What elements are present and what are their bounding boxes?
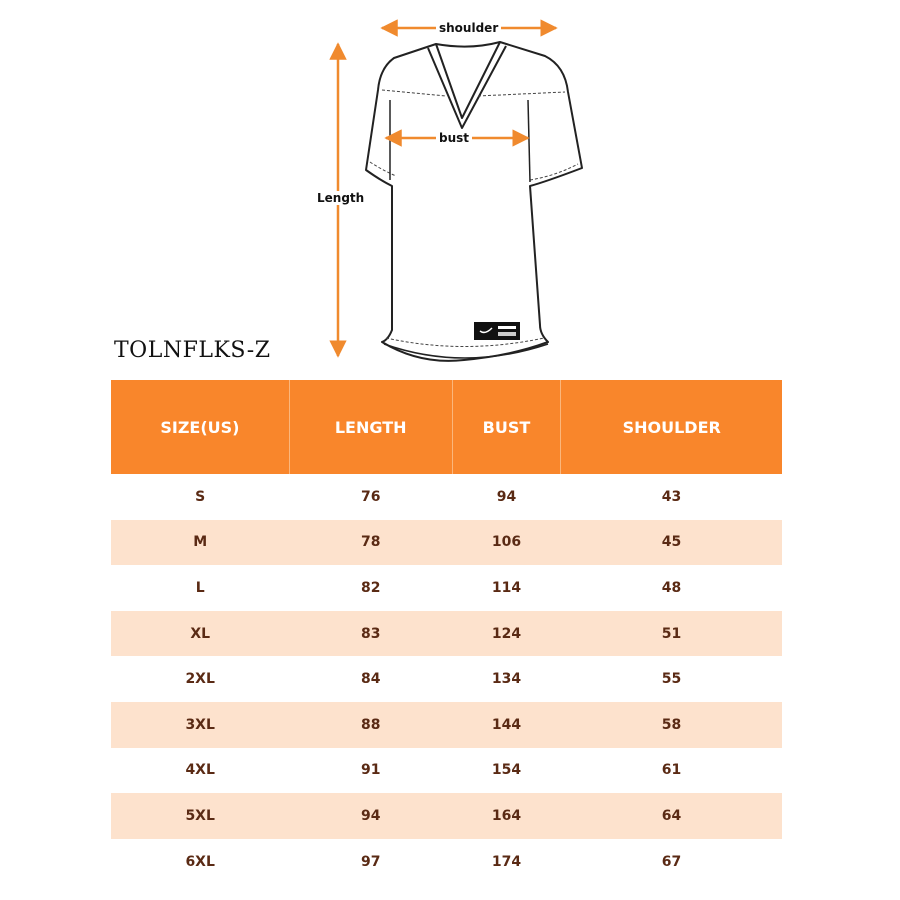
cell-bust: 124 — [452, 611, 561, 657]
cell-size: 2XL — [111, 656, 289, 702]
table-row — [111, 793, 782, 839]
cell-shoulder: 45 — [561, 520, 782, 566]
cell-shoulder: 67 — [561, 839, 782, 885]
table-row — [111, 656, 782, 702]
cell-size: 5XL — [111, 793, 289, 839]
cell-size: 4XL — [111, 748, 289, 794]
cell-shoulder: 55 — [561, 656, 782, 702]
cell-size: 6XL — [111, 839, 289, 885]
header-bust: BUST — [452, 380, 561, 474]
shirt-outline — [366, 42, 582, 361]
cell-size: S — [111, 474, 289, 520]
cell-size: XL — [111, 611, 289, 657]
cell-shoulder: 61 — [561, 748, 782, 794]
cell-bust: 114 — [452, 565, 561, 611]
table-row — [111, 748, 782, 794]
bust-label: bust — [436, 131, 472, 145]
cell-shoulder: 43 — [561, 474, 782, 520]
table-row — [111, 611, 782, 657]
cell-bust: 154 — [452, 748, 561, 794]
cell-shoulder: 58 — [561, 702, 782, 748]
table-row — [111, 839, 782, 885]
cell-bust: 134 — [452, 656, 561, 702]
brand-tag-icon — [474, 322, 520, 340]
shirt-measurement-diagram — [300, 10, 600, 365]
cell-shoulder: 64 — [561, 793, 782, 839]
cell-length: 97 — [289, 839, 452, 885]
header-shoulder: SHOULDER — [561, 380, 782, 474]
table-row — [111, 474, 782, 520]
cell-length: 83 — [289, 611, 452, 657]
cell-length: 94 — [289, 793, 452, 839]
table-header-row — [111, 380, 782, 474]
cell-shoulder: 51 — [561, 611, 782, 657]
cell-bust: 144 — [452, 702, 561, 748]
table-row — [111, 702, 782, 748]
shoulder-label: shoulder — [436, 21, 501, 35]
product-code: TOLNFLKS-Z — [114, 338, 271, 363]
cell-length: 78 — [289, 520, 452, 566]
size-chart-table — [111, 380, 782, 884]
cell-length: 91 — [289, 748, 452, 794]
cell-size: L — [111, 565, 289, 611]
cell-length: 88 — [289, 702, 452, 748]
cell-shoulder: 48 — [561, 565, 782, 611]
table-row — [111, 520, 782, 566]
cell-bust: 106 — [452, 520, 561, 566]
cell-size: 3XL — [111, 702, 289, 748]
table-row — [111, 565, 782, 611]
cell-length: 84 — [289, 656, 452, 702]
cell-length: 82 — [289, 565, 452, 611]
header-length: LENGTH — [289, 380, 452, 474]
length-label: Length — [314, 191, 367, 205]
cell-bust: 94 — [452, 474, 561, 520]
header-size: SIZE(US) — [111, 380, 289, 474]
cell-size: M — [111, 520, 289, 566]
cell-bust: 174 — [452, 839, 561, 885]
cell-bust: 164 — [452, 793, 561, 839]
cell-length: 76 — [289, 474, 452, 520]
